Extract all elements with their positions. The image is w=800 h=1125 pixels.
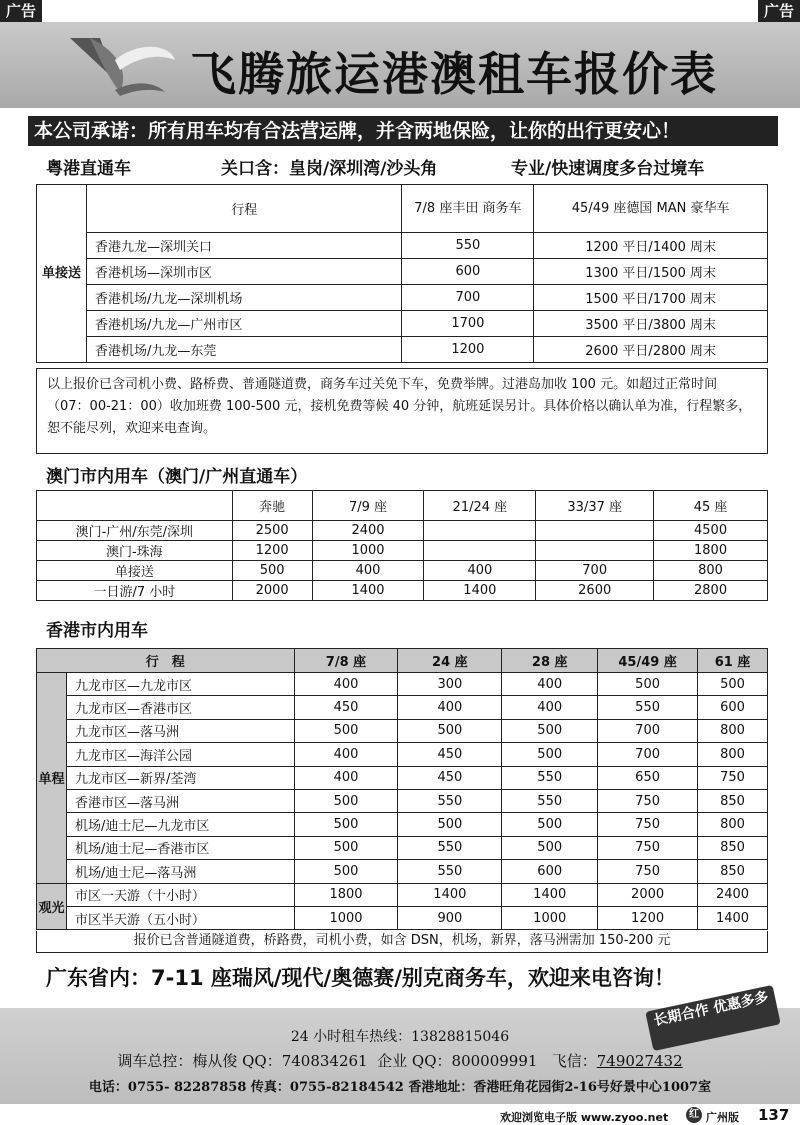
table-row: 澳门-广州/东莞/深圳 2500 2400 4500 xyxy=(37,521,768,541)
table-row: 机场/迪士尼—香港市区 500 550 500 750 850 xyxy=(37,836,768,859)
company-promise: 本公司承诺：所有用车均有合法营运牌，并含两地保险，让你的出行更安心！ xyxy=(28,116,778,146)
col-header-car2: 45/49 座德国 MAN 豪华车 xyxy=(534,185,768,233)
group-label: 观光 xyxy=(37,883,67,930)
hk-sz-through-table xyxy=(36,184,768,363)
section1-notes: 以上报价已含司机小费、路桥费、普通隧道费，商务车过关免下车，免费举牌。过港岛加收 100 元。如超过正常时间（07：00-21：00）收加班费 100-500 元，接机免费等候 40 分钟，航班延误另计。具体价格以确认单为准，行程繁多，恕不能尽列，欢迎来电查询。 xyxy=(36,368,768,454)
table-row: 机场/迪士尼—九龙市区 500 500 500 750 800 xyxy=(37,813,768,836)
business-qq: 企业 QQ：800009991 xyxy=(377,1052,538,1070)
page-title: 飞腾旅运港澳租车报价表 xyxy=(190,47,718,101)
section1-ports: 关口含：皇岗/深圳湾/沙头角 xyxy=(221,159,438,179)
table-row: 市区半天游（五小时） 1000 900 1000 1200 1400 xyxy=(37,906,768,929)
table-row: 香港机场/九龙—广州市区 1700 3500 平日/3800 周末 xyxy=(37,311,768,337)
group-label: 单接送 xyxy=(37,185,87,363)
guangdong-banner: 广东省内：7-11 座瑞风/现代/奥德赛/别克商务车，欢迎来电咨询！ xyxy=(46,966,675,990)
table-row: 香港市区—落马洲 500 550 550 750 850 xyxy=(37,789,768,812)
feixin-label: 飞信： xyxy=(551,1052,597,1070)
feixin-number: 749027432 xyxy=(596,1052,683,1070)
hk-city-table xyxy=(36,648,768,930)
edition-label: 广州版 xyxy=(706,1111,739,1124)
table-row: 香港九龙—深圳关口 550 1200 平日/1400 周末 xyxy=(37,233,768,259)
title-banner xyxy=(0,22,800,108)
contact-address: 电话：0755- 82287858 传真：0755-82184542 香港地址：香港旺角花园街2-16号好景中心1007室 xyxy=(88,1080,712,1095)
table-row: 观光 市区一天游（十小时） 1800 1400 1400 2000 2400 xyxy=(37,883,768,906)
hong-logo-icon: 红 xyxy=(686,1107,702,1123)
promo-badge: 长期合作 优惠多多 xyxy=(645,985,780,1051)
table-header-row: 奔驰 7/9 座 21/24 座 33/37 座 45 座 xyxy=(37,491,768,521)
table-row: 九龙市区—海洋公园 400 450 500 700 800 xyxy=(37,743,768,766)
ad-tag-left: 广告 xyxy=(0,0,42,22)
table-row: 九龙市区—新界/荃湾 400 450 550 650 750 xyxy=(37,766,768,789)
section3-heading: 香港市内用车 xyxy=(46,621,148,641)
table-row: 香港机场/九龙—东莞 1200 2600 平日/2800 周末 xyxy=(37,337,768,363)
table-row: 单程 九龙市区—九龙市区 400 300 400 500 500 xyxy=(37,673,768,696)
table-row: 九龙市区—香港市区 450 400 400 550 600 xyxy=(37,696,768,719)
contact-qq-line xyxy=(0,1050,800,1071)
group-label: 单程 xyxy=(37,673,67,884)
hotline: 24 小时租车热线：13828815046 xyxy=(290,1029,510,1045)
dispatch-qq: 调车总控：梅从俊 QQ：740834261 xyxy=(117,1052,368,1070)
section2-heading: 澳门市内用车（澳门/广州直通车） xyxy=(46,467,308,487)
section1-heading xyxy=(46,154,704,179)
table-row: 香港机场—深圳市区 600 1300 平日/1500 周末 xyxy=(37,259,768,285)
table-header-row: 行 程 7/8 座 24 座 28 座 45/49 座 61 座 xyxy=(37,649,768,673)
section1-slogan: 专业/快速调度多台过境车 xyxy=(511,159,705,179)
website-text: 欢迎浏览电子版 www.zyoo.net xyxy=(500,1111,669,1124)
ad-tag-right: 广告 xyxy=(758,0,800,22)
page-bar xyxy=(0,1106,800,1125)
section1-name: 粤港直通车 xyxy=(46,159,131,179)
page-number: 137 xyxy=(758,1106,790,1124)
table-row: 香港机场/九龙—深圳机场 700 1500 平日/1700 周末 xyxy=(37,285,768,311)
col-header-route: 行程 xyxy=(86,185,402,233)
col-header-car1: 7/8 座丰田 商务车 xyxy=(402,185,534,233)
section3-note: 报价已含普通隧道费，桥路费，司机小费，如含 DSN，机场，新界，落马洲需加 150-200 元 xyxy=(36,931,768,953)
table-row: 单接送 500 400 400 700 800 xyxy=(37,561,768,581)
table-row: 一日游/7 小时 2000 1400 1400 2600 2800 xyxy=(37,581,768,601)
company-logo xyxy=(60,30,180,100)
table-row: 九龙市区—落马洲 500 500 500 700 800 xyxy=(37,719,768,742)
table-row: 机场/迪士尼—落马洲 500 550 600 750 850 xyxy=(37,860,768,883)
macau-table xyxy=(36,490,768,601)
table-row: 澳门-珠海 1200 1000 1800 xyxy=(37,541,768,561)
